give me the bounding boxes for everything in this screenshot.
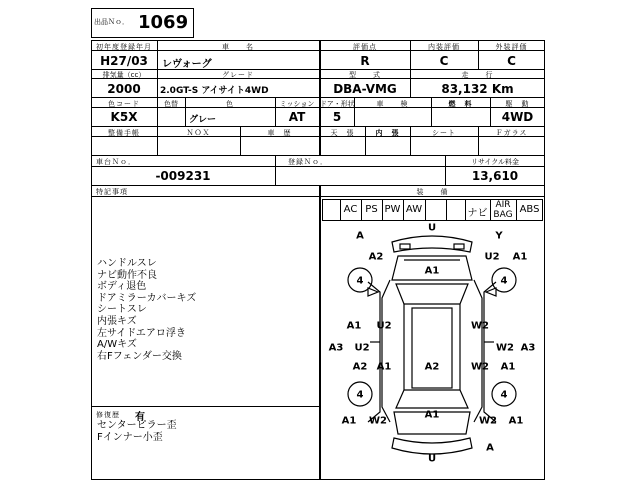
mark-rr-a1: A1 <box>508 415 524 427</box>
note-line: ナビ動作不良 <box>97 269 157 281</box>
mark-l-rdoor-u2: U2 <box>354 342 370 354</box>
mark-r-sill-a3: A3 <box>520 342 536 354</box>
exterior-grade-label: 外装評価 <box>495 43 528 51</box>
mark-wheel-rl: 4 <box>356 389 364 401</box>
mark-l-door-a1: A1 <box>346 320 362 332</box>
interior-grade-value: C <box>439 54 449 68</box>
color-code-value: K5X <box>110 110 138 124</box>
car-name-label: 車 名 <box>222 43 254 51</box>
mark-wheel-fr: 4 <box>500 275 508 287</box>
registration-number-label: 登録Ｎｏ． <box>288 158 328 166</box>
repair-list <box>97 420 177 443</box>
mark-front-left: A <box>356 230 364 242</box>
equip-abs: ABS <box>519 204 540 215</box>
mark-trunk: A1 <box>424 409 440 421</box>
displacement-label: 排気量（cc） <box>102 71 146 79</box>
lot-number: 1069 <box>138 12 189 33</box>
first-registration-value: H27/03 <box>100 54 148 68</box>
mark-rl-a1: A1 <box>341 415 357 427</box>
mark-rear-bumper-u: U <box>427 453 437 465</box>
repair-line: Fインナー小歪 <box>97 431 163 443</box>
fuel-label: 燃 料 <box>448 100 473 108</box>
mark-fl-fender: A2 <box>368 251 384 263</box>
nox-label: ＮＯＸ <box>186 129 211 137</box>
car-name-value: レヴォーグ <box>162 59 212 70</box>
seat-label: シート <box>432 129 456 137</box>
mileage-value: 83,132 Km <box>441 82 514 96</box>
exterior-grade-value: C <box>507 54 516 68</box>
note-line: A/Wキズ <box>97 339 137 351</box>
doors-label: ドア・形状 <box>320 100 355 108</box>
mark-l-door-u2: U2 <box>376 320 392 332</box>
equipment-label: 装 備 <box>416 188 449 196</box>
mark-front-right: Y <box>495 230 503 242</box>
car-history-label: 車 歴 <box>267 129 292 137</box>
notes-label: 特記事項 <box>96 188 128 196</box>
note-line: ドアミラーカバーキズ <box>97 292 197 304</box>
mark-r-rear-a1: A1 <box>500 361 516 373</box>
drive-value: 4WD <box>501 110 534 124</box>
model-code-label: 型 式 <box>349 71 381 79</box>
equip-navi: ナビ <box>467 208 488 219</box>
maintenance-book-label: 整備手帳 <box>108 129 140 137</box>
transmission-value: AT <box>288 110 306 124</box>
note-line: ハンドルスレ <box>97 258 157 269</box>
equip-airbag: AIR BAG <box>493 200 513 220</box>
color-label: 色 <box>226 100 234 108</box>
color-code-label: 色コード <box>108 100 140 108</box>
first-registration-label: 初年度登録年月 <box>96 43 152 51</box>
mark-front-center: U <box>427 222 437 234</box>
mark-fr-fender-a: A1 <box>512 251 528 263</box>
note-line: 左サイドエアロ浮き <box>97 327 186 339</box>
interior-grade-label: 内装評価 <box>428 43 460 51</box>
mark-wheel-fl: 4 <box>356 275 364 287</box>
displacement-value: 2000 <box>107 82 141 96</box>
repair-line: センターピラー歪 <box>97 420 177 431</box>
equip-aw: AW <box>405 204 423 215</box>
repair-history-label: 修復歴 <box>96 411 120 419</box>
grade-value: 2.0GT-S アイサイト4WD <box>160 86 269 96</box>
mark-l-rdoor-a2: A2 <box>352 361 368 373</box>
mark-r-door-w2: W2 <box>471 320 489 332</box>
mark-r-rear-w2: W2 <box>471 361 489 373</box>
repair-history-value: 有 <box>135 412 145 423</box>
model-code-value: DBA-VMG <box>333 82 397 96</box>
mark-l-rear-a1: A1 <box>376 361 392 373</box>
notes-list <box>97 258 196 362</box>
grade-label: グレード <box>222 71 254 79</box>
note-line: ボディ退色 <box>97 281 147 293</box>
note-line: シートスレ <box>97 304 147 316</box>
note-line: 右Fフェンダー交換 <box>97 350 182 362</box>
score-value: R <box>360 54 370 68</box>
mark-bonnet: A1 <box>424 265 440 277</box>
mark-rear-bumper-a: A <box>486 442 494 454</box>
color-change-label: 色替 <box>164 100 178 108</box>
mark-l-sill-a3: A3 <box>328 342 344 354</box>
recycle-fee-value: 13,610 <box>471 169 519 183</box>
equip-pw: PW <box>384 204 401 215</box>
note-line: 内張キズ <box>97 315 137 327</box>
doors-value: 5 <box>332 110 342 124</box>
chassis-number-value: -009231 <box>155 169 211 183</box>
ceiling-label: 天 張 <box>330 129 355 137</box>
mark-rr-w2: W2 <box>479 415 497 427</box>
mark-wheel-rr: 4 <box>500 389 508 401</box>
mark-roof: A2 <box>424 361 440 373</box>
inspection-label: 車 検 <box>376 100 409 108</box>
mark-r-rdoor-w2: W2 <box>496 342 514 354</box>
front-glass-label: Ｆガラス <box>495 129 528 137</box>
mark-rl-w2: W2 <box>369 415 387 427</box>
lot-number-label: 出品Ｎｏ． <box>94 18 129 26</box>
mileage-label: 走 行 <box>461 71 494 79</box>
drive-label: 駆 動 <box>505 100 530 108</box>
score-label: 評価点 <box>353 43 377 51</box>
transmission-label: ミッション <box>279 100 315 108</box>
interior-trim-label: 内 張 <box>375 129 400 137</box>
color-value: グレー <box>189 115 217 125</box>
equip-ps: PS <box>365 204 378 215</box>
equip-ac: AC <box>343 204 358 215</box>
recycle-fee-label: リサイクル料金 <box>470 158 520 166</box>
mark-fr-fender-u: U2 <box>484 251 500 263</box>
chassis-number-label: 車台Ｎｏ． <box>96 158 136 166</box>
